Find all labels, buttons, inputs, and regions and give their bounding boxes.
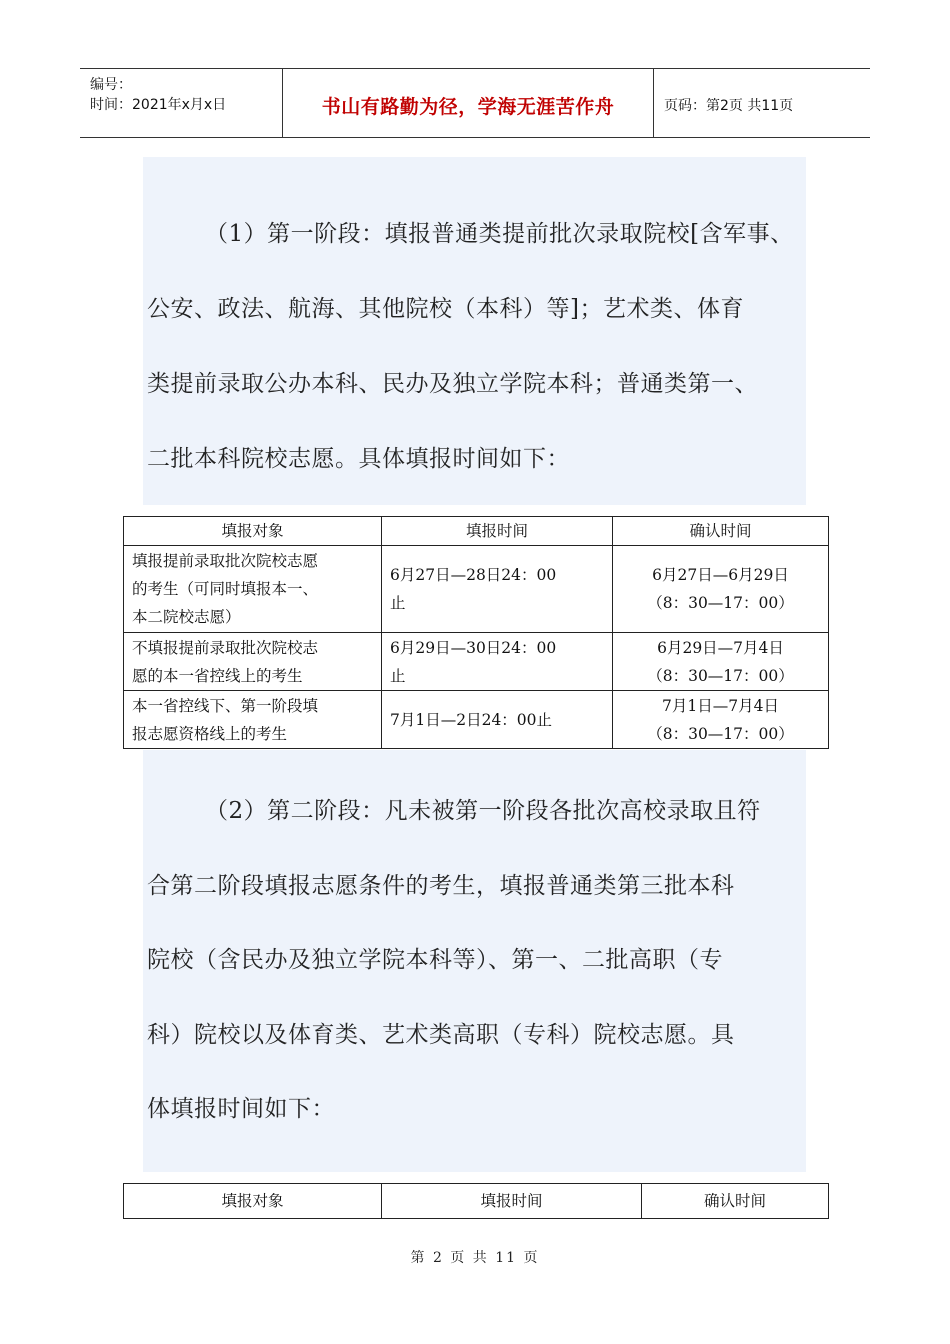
schedule-table-stage1 (123, 516, 829, 749)
document-number: 编号： (90, 77, 132, 93)
paragraph-line: 类提前录取公办本科、民办及独立学院本科；普通类第一、 (147, 371, 758, 397)
table-row (124, 691, 829, 749)
paragraph-line: 科）院校以及体育类、艺术类高职（专科）院校志愿。具 (147, 1021, 735, 1048)
paragraph-line: （2）第二阶段：凡未被第一阶段各批次高校录取且符 (205, 798, 761, 824)
header-motto-cell (283, 69, 654, 137)
paragraph-line: 体填报时间如下： (147, 1096, 335, 1122)
column-header-fill-time: 填报时间 (382, 517, 613, 546)
cell-target: 不填报提前录取批次院校志 愿的本一省控线上的考生 (124, 633, 382, 691)
column-header-fill-time: 填报时间 (382, 1184, 642, 1219)
paragraph-line: 院校（含民办及独立学院本科等）、第一、二批高职（专 (147, 947, 723, 973)
document-time: 时间：2021年x月x日 (90, 97, 227, 113)
paragraph-line: 二批本科院校志愿。具体填报时间如下： (147, 446, 570, 472)
cell-confirm-time: 6月29日—7月4日 （8：30—17：00） (613, 633, 829, 691)
paragraph-line: （1）第一阶段：填报普通类提前批次录取院校[含军事、 (205, 221, 794, 247)
cell-confirm-time: 6月27日—6月29日 （8：30—17：00） (613, 546, 829, 633)
schedule-table-stage2 (123, 1183, 829, 1219)
header-meta-cell (80, 69, 283, 137)
column-header-confirm-time: 确认时间 (642, 1184, 829, 1219)
cell-confirm-time: 7月1日—7月4日 （8：30—17：00） (613, 691, 829, 749)
section1-paragraph (147, 197, 807, 497)
cell-fill-time: 6月27日—28日24：00 止 (382, 546, 613, 633)
page-footer: 第 2 页 共 11 页 (410, 1250, 540, 1266)
column-header-confirm-time: 确认时间 (613, 517, 829, 546)
table-row (124, 546, 829, 633)
cell-fill-time: 7月1日—2日24：00止 (382, 691, 613, 749)
column-header-target: 填报对象 (124, 517, 382, 546)
column-header-target: 填报对象 (124, 1184, 382, 1219)
paragraph-line: 公安、政法、航海、其他院校（本科）等]；艺术类、体育 (147, 296, 744, 322)
cell-target: 填报提前录取批次院校志愿 的考生（可同时填报本一、 本二院校志愿） (124, 546, 382, 633)
header-page-number: 页码：第2页 共11页 (664, 98, 794, 114)
table-row (124, 633, 829, 691)
paragraph-line: 合第二阶段填报志愿条件的考生，填报普通类第三批本科 (147, 872, 735, 899)
cell-fill-time: 6月29日—30日24：00 止 (382, 633, 613, 691)
header-page-cell (654, 69, 870, 137)
cell-target: 本一省控线下、第一阶段填 报志愿资格线上的考生 (124, 691, 382, 749)
section2-paragraph (147, 774, 807, 1147)
page-header (80, 68, 870, 138)
header-motto: 书山有路勤为径，学海无涯苦作舟 (321, 96, 615, 118)
